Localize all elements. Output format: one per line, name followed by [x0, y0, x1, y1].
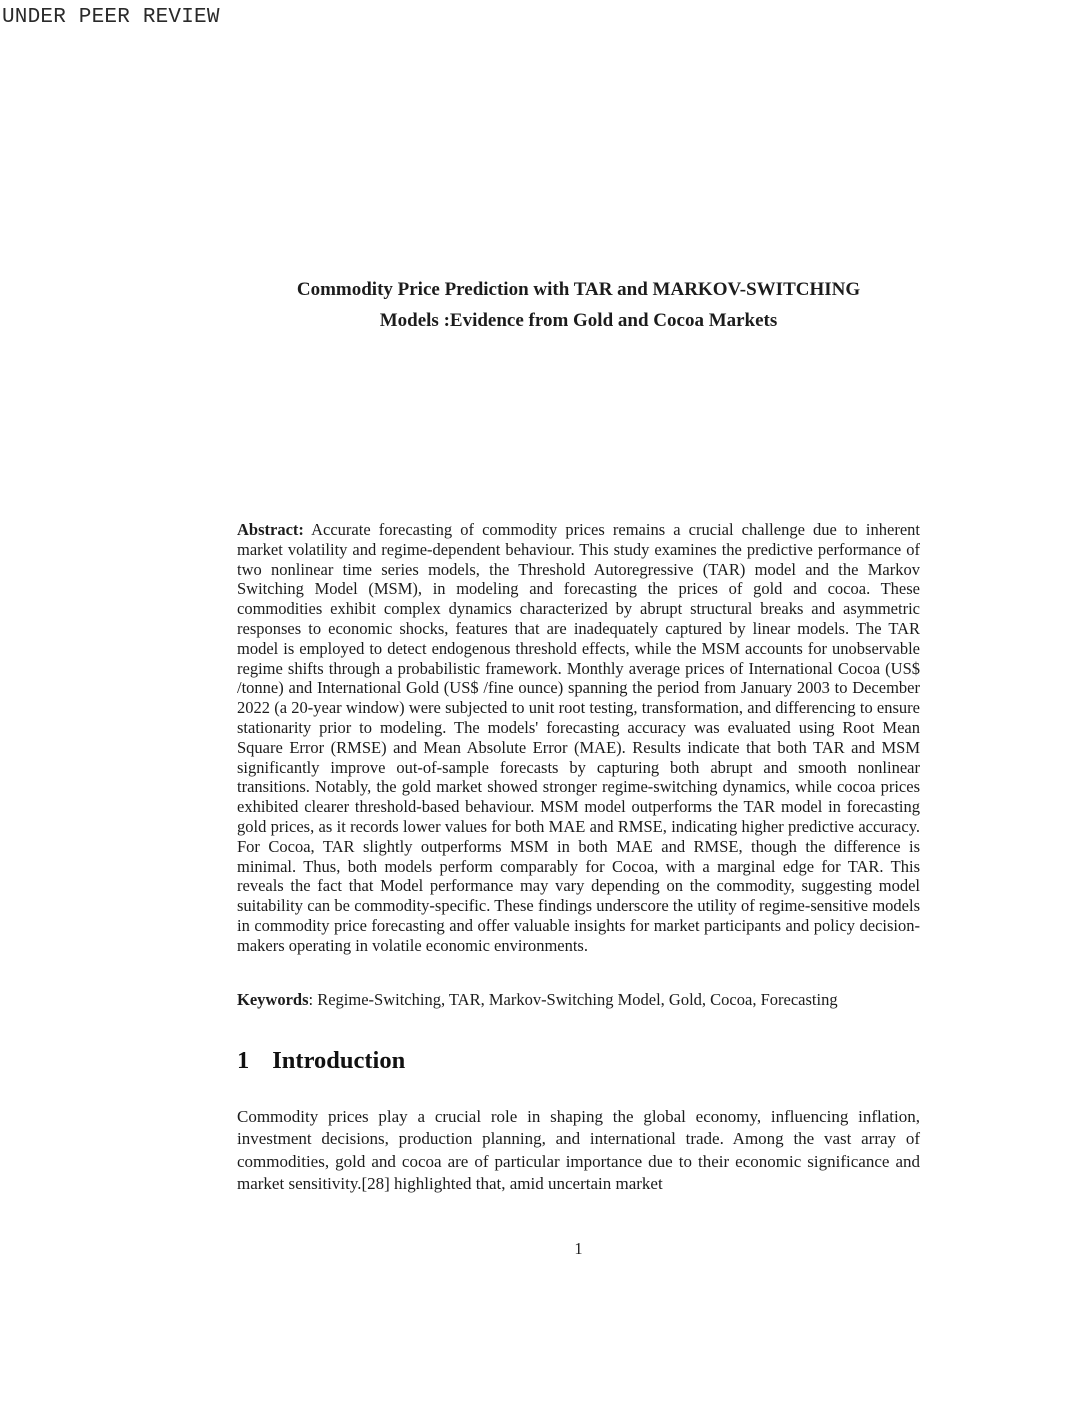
section-1-title: Introduction	[272, 1047, 406, 1074]
keywords-label: Keywords	[237, 990, 309, 1009]
paper-title	[237, 274, 920, 336]
introduction-paragraph: Commodity prices play a crucial role in shaping the global economy, influencing inflation, investment decisions, production planning, and international trade. Among the vast array of commodities, gold and cocoa are of particular importance due to their economic significance and market sensitivity.[28] highlighted that, amid uncertain market	[237, 1107, 920, 1193]
peer-review-watermark: UNDER PEER REVIEW	[2, 6, 220, 29]
abstract-paragraph	[237, 520, 920, 956]
keywords-line	[237, 990, 920, 1010]
section-1-heading	[237, 1046, 920, 1076]
content-column	[237, 0, 920, 1408]
page-number: 1	[574, 1239, 583, 1258]
abstract-label: Abstract:	[237, 520, 304, 539]
paper-title-line1: Commodity Price Prediction with TAR and MARKOV-SWITCHING	[296, 279, 861, 300]
abstract-text: Accurate forecasting of commodity prices remains a crucial challenge due to inherent market volatility and regime-dependent behaviour. This study examines the predictive performance of two nonlinear time series models, the Threshold Autoregressive (TAR) model and the Markov Switching Model (MSM), in modeling and forecasting the prices of gold and cocoa. These commodities exhibit complex dynamics characterized by abrupt structural breaks and asymmetric responses to economic shocks, features that are inadequately captured by linear models. The TAR model is employed to detect endogenous threshold effects, while the MSM accounts for unobservable regime shifts through a probabilistic framework. Monthly average prices of International Cocoa (US$ /tonne) and International Gold (US$ /fine ounce) spanning the period from January 2003 to December 2022 (a 20-year window) were subjected to unit root testing, transformation, and differencing to ensure stationarity prior to modeling. The models' forecasting accuracy was evaluated using Root Mean Square Error (RMSE) and Mean Absolute Error (MAE). Results indicate that both TAR and MSM significantly improve out-of-sample forecasts by capturing both abrupt and smooth nonlinear transitions. Notably, the gold market showed stronger regime-switching dynamics, while cocoa prices exhibited clearer threshold-based behaviour. MSM model outperforms the TAR model in forecasting gold prices, as it records lower values for both MAE and RMSE, indicating higher predictive accuracy. For Cocoa, TAR slightly outperforms MSM in both MAE and RMSE, though the difference is minimal. Thus, both models perform comparably for Cocoa, with a marginal edge for TAR. This reveals the fact that Model performance may vary depending on the commodity, suggesting model suitability can be commodity-specific. These findings underscore the utility of regime-sensitive models in commodity price forecasting and offer valuable insights for market participants and policy decision-makers operating in volatile economic environments.	[237, 520, 920, 955]
paper-title-line2: Models :Evidence from Gold and Cocoa Markets	[379, 310, 778, 331]
keywords-text: : Regime-Switching, TAR, Markov-Switching Model, Gold, Cocoa, Forecasting	[308, 990, 838, 1009]
section-1-number: 1	[237, 1047, 250, 1074]
